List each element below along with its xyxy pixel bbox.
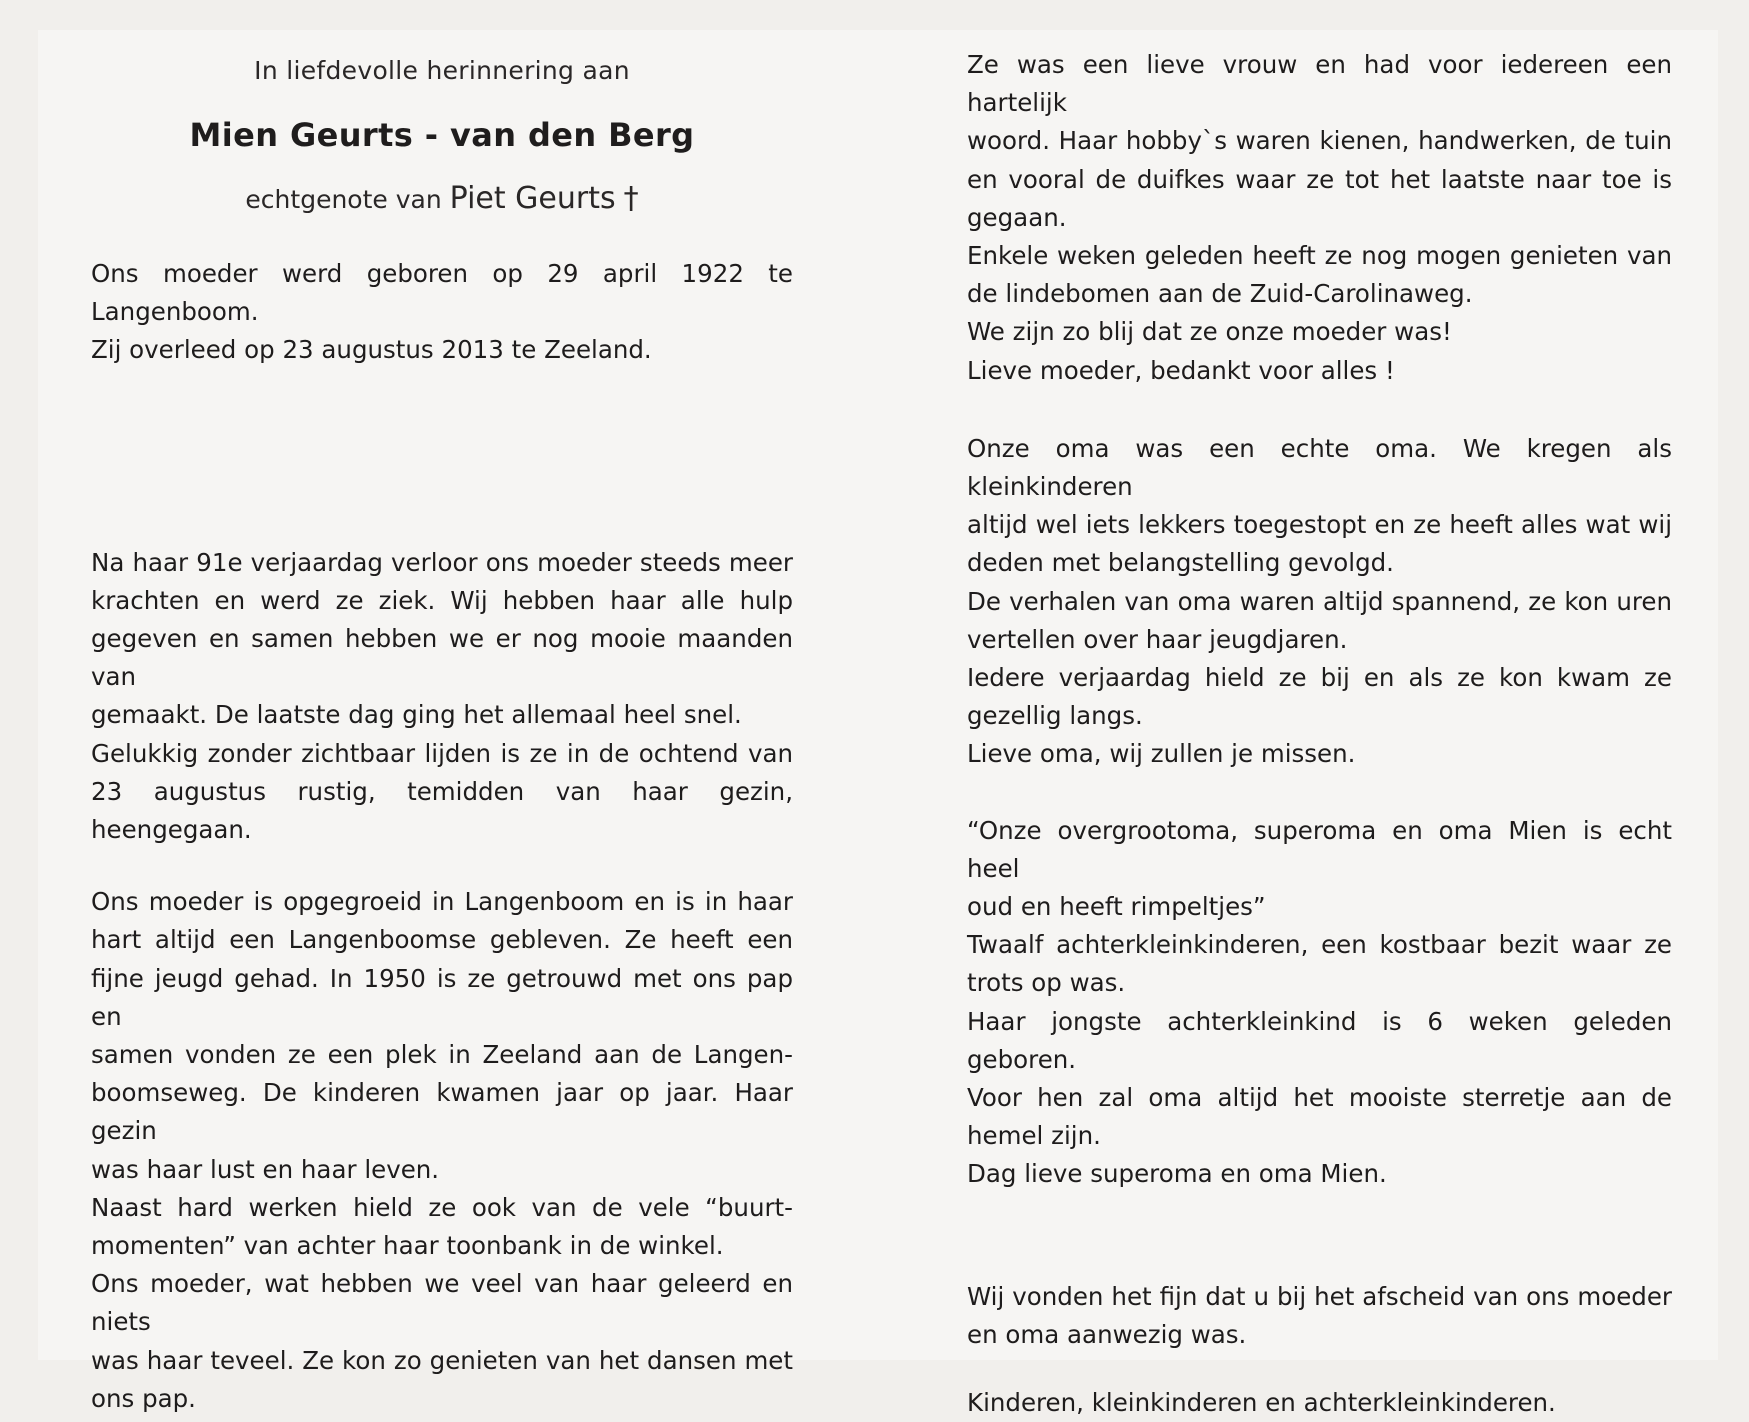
illness-paragraph: [91, 544, 793, 850]
text-line: Ons moeder werd geboren op 29 april 1922 te Langenboom.: [91, 259, 793, 327]
spouse-line: [91, 181, 793, 216]
text-line: We zijn zo blij dat ze onze moeder was!: [967, 317, 1452, 347]
text-line: woord. Haar hobby`s waren kienen, handwerken, de tuin: [967, 126, 1672, 156]
spouse-prefix: echtgenote van: [245, 185, 442, 214]
text-line: was haar teveel. Ze kon zo genieten van het dansen met: [91, 1345, 793, 1375]
text-line: Iedere verjaardag hield ze bij en als ze kon kwam ze: [967, 663, 1672, 693]
text-line: Haar jongste achterkleinkind is 6 weken geleden geboren.: [967, 1006, 1672, 1074]
text-line: en vooral de duifkes waar ze tot het laatste naar toe is: [967, 164, 1672, 194]
text-line: Lieve oma, wij zullen je missen.: [967, 739, 1356, 769]
right-column: [967, 0, 1672, 1422]
youth-paragraph: [91, 883, 793, 1418]
text-line: Voor hen zal oma altijd het mooiste sterretje aan de: [967, 1083, 1672, 1113]
spouse-name: Piet Geurts: [449, 181, 616, 216]
text-line: en oma aanwezig was.: [967, 1319, 1247, 1349]
signature: [967, 1384, 1672, 1422]
text-line: Na haar 91e verjaardag verloor ons moeder steeds meer: [91, 547, 793, 577]
text-line: fijne jeugd gehad. In 1950 is ze getrouwd met ons pap en: [91, 963, 793, 1031]
text-line: Kinderen, kleinkinderen en achterkleinkinderen.: [967, 1388, 1556, 1418]
text-line: gegeven en samen hebben we er nog mooie maanden van: [91, 624, 793, 692]
text-line: samen vonden ze een plek in Zeeland aan de Langen-: [91, 1040, 793, 1070]
text-line: momenten” van achter haar toonbank in de winkel.: [91, 1231, 724, 1261]
deceased-name: Mien Geurts - van den Berg: [189, 116, 695, 154]
birth-paragraph: [91, 255, 793, 370]
text-line: Onze oma was een echte oma. We kregen als kleinkinderen: [967, 433, 1672, 502]
grandma-paragraph: [967, 430, 1672, 774]
text-line: “Onze overgrootoma, superoma en oma Mien is echt heel: [967, 815, 1672, 883]
text-line: De verhalen van oma waren altijd spannend, ze kon uren: [967, 586, 1672, 616]
text-line: gemaakt. De laatste dag ging het allemaal heel snel.: [91, 700, 742, 730]
intro-line: In liefdevolle herinnering aan: [254, 56, 630, 85]
text-line: boomseweg. De kinderen kwamen jaar op jaar. Haar gezin: [91, 1078, 793, 1146]
text-line: Naast hard werken hield ze ook van de vele “buurt-: [91, 1192, 793, 1222]
text-line: Wij vonden het fijn dat u bij het afscheid van ons moeder: [967, 1281, 1672, 1311]
text-line: Ons moeder, wat hebben we veel van haar geleerd en niets: [91, 1269, 793, 1337]
text-line: deden met belangstelling gevolgd.: [967, 548, 1394, 578]
text-line: Zij overleed op 23 augustus 2013 te Zeeland.: [91, 335, 652, 365]
text-line: hemel zijn.: [967, 1121, 1101, 1151]
text-line: vertellen over haar jeugdjaren.: [967, 624, 1348, 654]
text-line: hart altijd een Langenboomse gebleven. Ze heeft een: [91, 925, 793, 955]
text-line: Twaalf achterkleinkinderen, een kostbaar bezit waar ze: [967, 930, 1672, 960]
text-line: Ze was een lieve vrouw en had voor iedereen een hartelijk: [967, 50, 1672, 118]
text-line: gezellig langs.: [967, 701, 1143, 731]
text-line: Gelukkig zonder zichtbaar lijden is ze in de ochtend van: [91, 738, 793, 768]
left-column: [91, 0, 793, 1418]
text-line: altijd wel iets lekkers toegestopt en ze heeft alles wat wij: [967, 510, 1672, 540]
text-line: trots op was.: [967, 968, 1126, 998]
text-line: de lindebomen aan de Zuid-Carolinaweg.: [967, 279, 1473, 309]
thanks-paragraph: [967, 1278, 1672, 1354]
great-grandma-paragraph: [967, 812, 1672, 1194]
text-line: Ons moeder is opgegroeid in Langenboom en is in haar: [91, 887, 793, 917]
text-line: krachten en werd ze ziek. Wij hebben haar alle hulp: [91, 585, 793, 615]
text-line: Enkele weken geleden heeft ze nog mogen genieten van: [967, 241, 1672, 271]
character-paragraph: [967, 46, 1672, 390]
text-line: was haar lust en haar leven.: [91, 1154, 440, 1184]
text-line: oud en heeft rimpeltjes”: [967, 892, 1266, 922]
text-line: Lieve moeder, bedankt voor alles !: [967, 355, 1395, 385]
text-line: ons pap.: [91, 1383, 196, 1413]
text-line: Dag lieve superoma en oma Mien.: [967, 1159, 1387, 1189]
text-line: 23 augustus rustig, temidden van haar gezin, heengegaan.: [91, 776, 793, 845]
cross-icon: †: [623, 181, 639, 216]
text-line: gegaan.: [967, 202, 1067, 232]
